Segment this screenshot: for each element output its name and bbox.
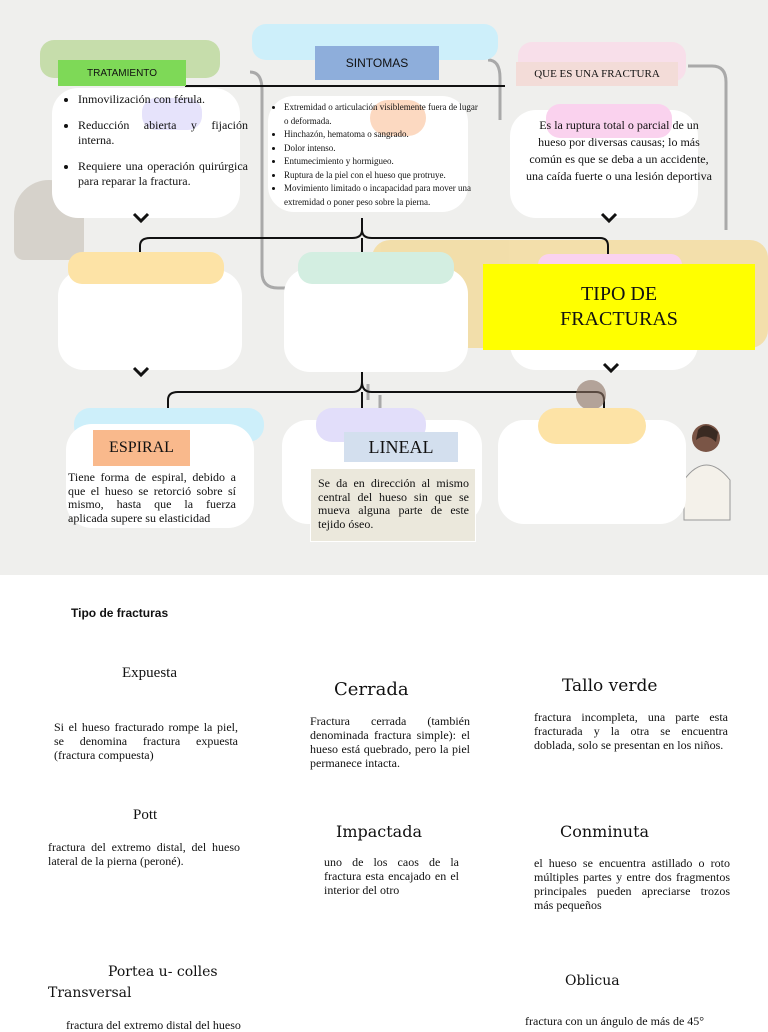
chevron-down-icon <box>132 212 150 224</box>
sintomas-item: • Dolor intenso. <box>284 142 480 156</box>
fracture-title: Pott <box>133 807 158 823</box>
sintomas-item: • Hinchazón, hematoma o sangrado. <box>284 128 480 142</box>
tratamiento-title: TRATAMIENTO <box>58 60 186 86</box>
fracture-title: Portea u- colles <box>108 964 218 980</box>
person-illustration-center <box>576 380 606 410</box>
bottom-connector-right <box>362 382 604 408</box>
lineal-title: LINEAL <box>344 432 458 462</box>
sintomas-item: • Movimiento limitado o incapacidad para mover una extremidad o poner peso sobre la pierna. <box>284 182 480 209</box>
fracture-title: Oblicua <box>565 973 620 989</box>
espiral-title: ESPIRAL <box>93 430 190 466</box>
sintomas-item: • Entumecimiento y hormigueo. <box>284 155 480 169</box>
empty-card-left <box>58 270 242 370</box>
mid-connector-left <box>140 218 362 255</box>
fracture-list-heading: Tipo de fracturas <box>71 606 169 620</box>
central-title-line1: TIPO DE <box>580 283 658 305</box>
fracture-title: Impactada <box>336 822 422 841</box>
pipe-top-right <box>488 60 500 120</box>
tratamiento-text <box>58 92 248 200</box>
fracture-title: Transversal <box>48 985 132 1001</box>
tratamiento-item: • Reducción abierta y fijación interna. <box>78 118 248 148</box>
fracture-text: fractura del extremo distal, del hueso lateral de la pierna (peroné). <box>48 840 240 868</box>
sintomas-text <box>274 101 480 209</box>
fracture-title: Cerrada <box>334 679 409 700</box>
fracture-text: uno de los caos de la fractura esta encajado en el interior del otro <box>324 855 459 897</box>
que-es-title: QUE ES UNA FRACTURA <box>516 62 678 86</box>
sintomas-title: SINTOMAS <box>315 46 439 80</box>
chevron-down-icon <box>600 212 618 224</box>
fracture-text: fractura del extremo distal del hueso <box>66 1018 241 1032</box>
lineal-text: Se da en dirección al mismo central del hueso sin que se mueva alguna parte de este tejido óseo. <box>310 468 476 542</box>
que-es-text: Es la ruptura total o parcial de un hueso por diversas causas; lo más común es que se deba a un accidente, una caída fuerte o una lesión deportiva <box>526 118 712 183</box>
tratamiento-item: • Inmovilización con férula. <box>78 92 248 107</box>
espiral-text: Tiene forma de espiral, debido a que el hueso se retorció sobre sí mismo, hasta que la fuerza aplicada supere su elasticidad <box>68 470 236 525</box>
central-title <box>483 264 755 350</box>
tratamiento-item: • Requiere una operación quirúrgica para reparar la fractura. <box>78 159 248 189</box>
fracture-text: Si el hueso fracturado rompe la piel, se denomina fractura expuesta (fractura compuesta) <box>54 720 238 762</box>
chevron-down-icon <box>602 362 620 374</box>
fracture-title: Tallo verde <box>562 676 658 696</box>
bottom-connector-left <box>168 372 362 408</box>
fracture-text: fractura incompleta, una parte esta fracturada y la otra se encuentra doblada, solo se presentan en los niños. <box>534 710 728 752</box>
central-title-line2: FRACTURAS <box>560 308 678 330</box>
fracture-text: el hueso se encuentra astillado o roto múltiples partes y entre dos fragmentos principales pueden apreciarse trozos más pequeños <box>534 856 730 912</box>
chevron-down-icon <box>132 366 150 378</box>
sintomas-item: • Ruptura de la piel con el hueso que protruye. <box>284 169 480 183</box>
fracture-text: fractura con un ángulo de más de 45° <box>525 1014 705 1028</box>
fracture-title: Expuesta <box>122 665 177 681</box>
sintomas-item: • Extremidad o articulación visiblemente fuera de lugar o deformada. <box>284 101 480 128</box>
fracture-text: Fractura cerrada (también denominada fractura simple): el hueso está quebrado, pero la piel permanece intacta. <box>310 714 470 770</box>
fracture-title: Conminuta <box>560 822 650 841</box>
